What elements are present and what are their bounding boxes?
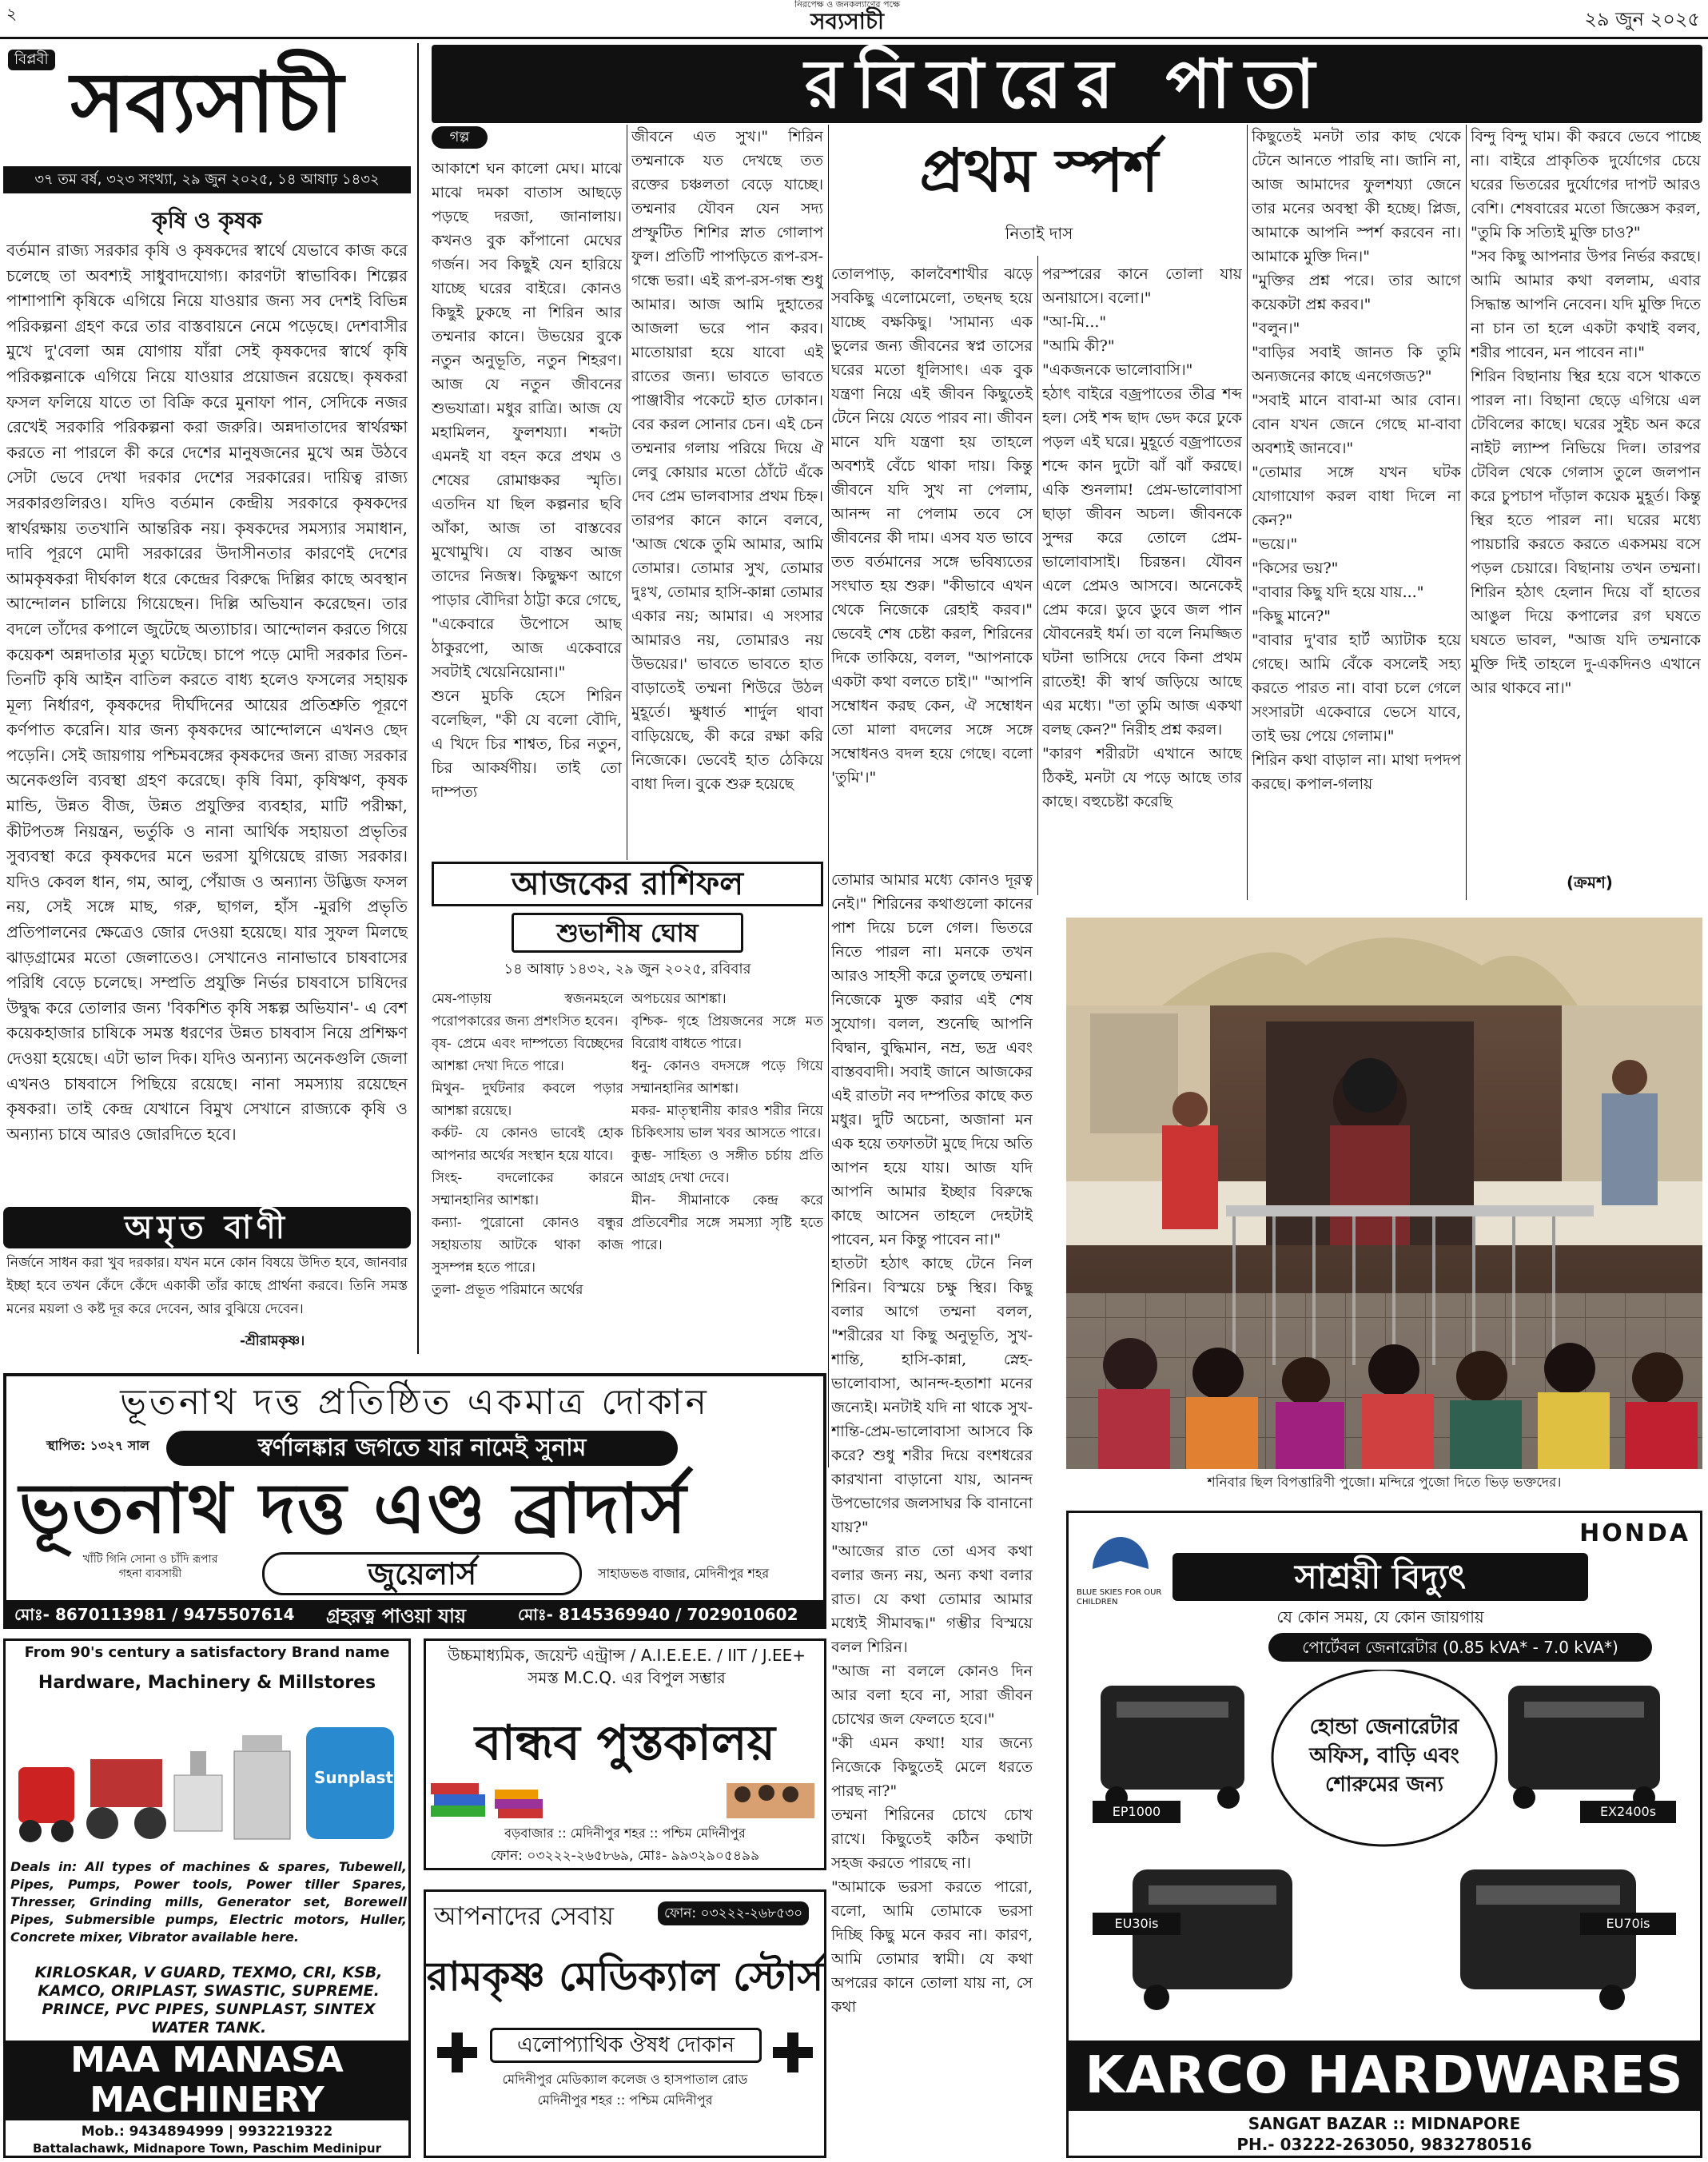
ramkrishna-service: আপনাদের সেবায় (434, 1901, 614, 1931)
bandhab-phone: ফোন: ০৩২২২-২৬৫৮৬৯, মোঃ- ৯৯৩২৯০৫৪৯৯ (490, 1848, 760, 1864)
karco-name: KARCO HARDWARES (1085, 2046, 1684, 2105)
ramkrishna-addr1: মেদিনীপুর মেডিক্যাল কলেজ ও হাসপাতাল রোড (502, 2072, 748, 2087)
story-divider-2 (828, 125, 829, 1467)
bhutnath-note: খাঁটি গিনি সোনা ও চাঁদি রূপার গহনা ব্যবসায়ী (82, 1553, 218, 1580)
left-masthead (3, 46, 411, 198)
masthead-title: সব্যসাচী (70, 54, 344, 151)
model-ex2400s: EX2400s (1580, 1801, 1676, 1823)
ramkrishna-cross-left (437, 2033, 477, 2072)
story-col-1: আকাশে ঘন কালো মেঘ। মাঝে মাঝে দমকা বাতাস আছড়ে পড়ছে দরজা, জানালায়। কখনও বুক কাঁপানো মেঘের গর্জন। সব কিছুই যেন হারিয়ে যাচ্ছে ঘরের বাইরে। কোনও কিছুই ঢুকছে না শিরিন আর তম্মনার কানে। উভয়ের বুকে নতুন অনুভূতি, নতুন শিহরণ। আজ যে নতুন জীবনের শুভযাত্রা। মধুর রাত্রি। আজ যে মহামিলন, ফুলশয্যা। শব্দটা এমনই যা বহন করে প্রথম ও শেষের রোমাঞ্চকর স্মৃতি। এতদিন যা ছিল কল্পনার ছবি আঁকা, আজ তা বাস্তবের মুখোমুখি। যে বাস্তব আজ তাদের নিজস্ব। কিছুক্ষণ আগে পাড়ার বৌদিরা ঠাট্টা করে গেছে, "একেবারে উপোসে আছ ঠাকুরপো, আজ একেবারে সবটাই খেয়েনিয়োনা।" শুনে মুচকি হেসে শিরিন বলেছিল, "কী যে বলো বৌদি, এ খিদে চির শাশ্বত, চির নতুন, চির আকর্ষণীয়। তাই তো দাম্পত্য (432, 160, 622, 801)
bhutnath-jewellers-box (262, 1552, 582, 1595)
amrita-heading: অমৃত বাণী (124, 1209, 290, 1246)
honda-tag: BLUE SKIES FOR OUR CHILDREN (1077, 1588, 1162, 1607)
story-col-3: তোলপাড়, কালবৈশাখীর ঝড়ে সবকিছু এলোমেলো, তছনছ হয়ে যাচ্ছে বক্ষকিছু। 'সামান্য এক ভুলের জন্য জীবনের স্বপ্ন তাসের ঘরের মতো ধূলিসাৎ। এক বুক যন্ত্রণা নিয়ে এই জীবন কিছুতেই টেনে নিয়ে যেতে পারব না। জীবন মানে যদি যন্ত্রণা হয় তাহলে অবশ্যই বেঁচে থাকা দায়। কিন্তু জীবনে যদি সুখ না পেলাম, আনন্দ না পেলাম তবে সে জীবনের কী দাম। এসব যত ভাবে তত বর্তমানের সঙ্গে ভবিষ্যতের সংঘাত হয় শুরু। "কীভাবে এখন থেকে নিজেকে রেহাই করব।" ভেবেই শেষ চেষ্টা করল, শিরিনের দিকে তাকিয়ে, বলল, "আপনাকে একটা কথা বলতে চাই।" "আপনি সম্বোধন করছ কেন, ঐ সম্বোধন তো মালা বদলের সঙ্গে সঙ্গে সম্বোধনও বদল হয়ে গেছে। বলো 'তুমি'।" (831, 265, 1033, 786)
editorial-body: বর্তমান রাজ্য সরকার কৃষি ও কৃষকদের স্বার্থে যেভাবে কাজ করে চলেছে তা অবশ্যই সাধুবাদযোগ্য। কারণটা স্বাভাবিক। শিল্পের পাশাপাশি কৃষিকে এগিয়ে নিয়ে যাওয়ার জন্য সব দেশই বিভিন্ন পরিকল্পনা গ্রহণ করে তার বাস্তবায়নে নেমে পড়েছে। দেশবাসীর মুখে দু'বেলা অন্ন যোগায় যাঁরা সেই কৃষকদের স্বার্থে কৃষি পরিকল্পনাকে এগিয়ে নিয়ে যাওয়ার প্রয়োজন রয়েছে। কৃষকরা ফসল ফলিয়ে যাতে তা বিক্রি করে মুনাফা পান, সেদিকে নজর রেখেই সরকারি পরিকল্পনা করা জরুরি। অন্নদাতাদের স্বার্থরক্ষা করতে না পারলে কী করে দেশের মানুষজনের মুখে অন্ন উঠবে সেটা ভেবে দেখা দরকার দেশের সরকারের। দায়িত্ব রাজ্য সরকারগুলিরও। যদিও বর্তমান কেন্দ্রীয় সরকারে কৃষকদের স্বার্থরক্ষায় ততখানি আন্তরিক নয়। কৃষকদের সমস্যার সমাধান, দাবি পূরণে মোদী সরকারের উদাসীনতার কারণেই দেশের আমকৃষকরা দীর্ঘকাল ধরে কেন্দ্রের বিরুদ্ধে দিল্লির কাছে অবস্থান আন্দোলন চালিয়ে গিয়েছেন। দিল্লি অভিযান করেছেন। তার বদলে তাঁদের কপালে জুটেছে অত্যাচার। আন্দোলন করতে গিয়ে কয়েকশ অন্নদাতার মৃত্যু ঘটেছে। চাপে পড়ে মোদী সরকার তিন-তিনটি কৃষি আইন বাতিল করতে বাধ্য হলেও ফসলের সহায়ক মূল্য নির্ধারণ, কৃষকদের দীর্ঘদিনের আয়ের প্রতিশ্রুতি পূরণে কর্ণপাত করেনি। যার জন্য কৃষকদের আন্দোলনে এখনও ছেদ পড়েনি। সেই জায়গায় পশ্চিমবঙ্গের কৃষকদের জন্য রাজ্য সরকার অনেকগুলি ব্যবস্থা গ্রহণ করেছে। কৃষি বিমা, কৃষিঋণ, কৃষক মান্ডি, উন্নত বীজ, উন্নত প্রযুক্তির ব্যবহার, মাটি পরীক্ষা, কীটপতঙ্গ নিয়ন্ত্রন, ভর্তুকি ও নানা আর্থিক সহায়তা প্রভৃতির সুব্যবস্থা করে কৃষকদের মনে ভরসা যুগিয়েছে রাজ্য সরকার। যদিও কেবল ধান, গম, আলু, পেঁয়াজ ও অন্যান্য উদ্ভিজ ফসল নয়, সেই সঙ্গে মাছ, গরু, ছাগল, হাঁস -মুরগি প্রভৃতি প্রতিপালনের ক্ষেত্রেও জোর দেওয়া হয়েছে। যার সুফল মিলছে ঝাড়গ্রামের মতো জেলাতেও। সেখানেও নানাভাবে চাষবাসের পরিধি বেড়ে চলেছে। সম্প্রতি প্রযুক্তি নির্ভর চাষবাসে চাষিদের উদ্বুদ্ধ করে তোলার জন্য 'বিকশিত কৃষি সঙ্কল্প অভিযান'- এ বেশ কয়েকহাজার চাষিকে সমস্ত ধরণের উন্নত চাষবাস নিয়ে প্রশিক্ষণ দেওয়া হয়েছে। এটা ভাল দিক। যদিও অন্যান্য অনেকগুলি জেলা এখনও চাষবাসে পিছিয়ে রয়েছে। নানা সমস্যায় রয়েছেন কৃষকরা। তাই কেন্দ্র যেখানে বিমুখ সেখানে রাজ্যকে কৃষি ও অন্যান্য চাষে আরও জোরদিতে হবে। (6, 241, 408, 1144)
story-col-5: কিছুতেই মনটা তার কাছ থেকে টেনে আনতে পারছি না। জানি না, আজ আমাদের ফুলশয্যা জেনে তার মনের অবস্থা কী হচ্ছে। প্লিজ, আমাকে আপনি স্পর্শ করবেন না। আমাকে মুক্তি দিন।" "মুক্তির প্রশ্ন পরে। তার আগে কয়েকটা প্রশ্ন করব।" "বলুন।" "বাড়ির সবাই জানত কি তুমি অন্যজনের কাছে এনগেজড?" "সবাই মানে বাবা-মা আর বোন। বোন যখন জেনে গেছে মা-বাবা অবশ্যই জানবে।" "তোমার সঙ্গে যখন ঘটক যোগাযোগ করল বাধা দিলে না কেন?" "ভয়ে।" "কিসের ভয়?" "বাবার কিছু যদি হয়ে যায়..." "কিছু মানে?" "বাবার দু'বার হার্ট অ্যাটাক হয়ে গেছে। আমি বেঁকে বসলেই সহ্য করতে পারত না। বাবা চলে গেলে সংসারটা একেবারে ভেসে যাবে, তাই ভয় পেয়ে গেলাম।" শিরিন কথা বাড়াল না। মাথা দপদপ করছে। কপাল-গলায় (1252, 128, 1461, 793)
story-divider-4 (1247, 125, 1248, 900)
maa-name1: MAA MANASA (70, 2040, 344, 2080)
maa-name2: MACHINERY (90, 2080, 324, 2120)
rashifal-date: ১৪ আষাঢ় ১৪৩২, ২৯ জুন ২০২৫, রবিবার (504, 961, 751, 977)
rashifal-author-box (512, 913, 743, 953)
amrita-attribution: -শ্রীরামকৃষ্ণ। (240, 1333, 305, 1349)
story-tag: গল্প (432, 126, 488, 149)
honda-wing-icon (1085, 1529, 1157, 1585)
maa-address: Battalachawk, Midnapore Town, Paschim Medinipur (33, 2141, 381, 2156)
karco-title: সাশ্রয়ী বিদ্যুৎ (1295, 1557, 1466, 1596)
header-rule (0, 37, 1708, 39)
bhutnath-jewellers: জুয়েলার্স (367, 1556, 477, 1591)
story-col-2: জীবনে এত সুখ।" শিরিন তম্মনাকে যত দেখছে তত রক্তের চঞ্চলতা বেড়ে যাচ্ছে। তম্মনার যৌবন যেন সদ্য প্রস্ফুটিত শিশির স্নাত গোলাপ ফুল। প্রতিটি পাপড়িতে রূপ-রস-গন্ধে ভরা। এই রূপ-রস-গন্ধ শুধু আমার। আজ আমি দুহাতের আজলা ভরে পান করব। মাতোয়ারা হয়ে যাবো এই রাতের জন্য। ভাবতে ভাবতে পাঞ্জাবীর পকেটে হাত ঢোকান। বের করল সোনার চেন। এই চেন তম্মনার গলায় পরিয়ে দিয়ে ঐ লেবু কোয়ার মতো ঠোঁটে এঁকে দেব প্রেম ভালবাসার প্রথম চিহ্ন। তারপর কানে কানে বলবে, 'আজ থেকে তুমি আমার, আমি তোমার। তোমার সুখ, তোমার দুঃখ, তোমার হাসি-কান্না তোমার একার নয়; আমার। এ সংসার আমারও নয়, তোমারও নয় উভয়ের।' ভাবতে ভাবতে হাত বাড়াতেই তম্মনা শিউরে উঠল মুহূর্তে। ক্ষুধার্ত শার্দুল থাবা বাড়িয়েছে, কী করে রক্ষা করি নিজেকে। ভেবেই হাত ঠেকিয়ে বাধা দিল। বুকে শুরু হয়েছে (631, 128, 823, 793)
editorial-heading: কৃষি ও কৃষক (152, 207, 262, 233)
maa-product-label: Sunplast (314, 1768, 394, 1787)
honda-brand: HONDA (1579, 1519, 1690, 1547)
masthead-tag: বিপ্লবী (8, 50, 55, 70)
maa-products-image (10, 1703, 404, 1855)
story-col-3b: তোমার আমার মধ্যে কোনও দূরত্ব নেই।" শিরিনের কথাগুলো কানের পাশ দিয়ে চলে গেল। ভিতরে নিতে পারল না। মনকে তখন আরও সাহসী করে তুলছে তম্মনা। নিজেকে মুক্ত করার এই শেষ সুযোগ। বলল, শুনেছি আপনি বিদ্বান, বুদ্ধিমান, নম্র, ভদ্র এবং বাস্তববাদী। সবাই জানে আজকের এই রাতটা নব দম্পতির কাছে কত মধুর। দুটি অচেনা, অজানা মন এক হয়ে তফাতটা মুছে দিয়ে অতি আপন হয়ে যায়। আজ যদি আপনি আমার ইচ্ছার বিরুদ্ধে কাছে আসেন তাহলে দেহটাই পাবেন, মন কিন্তু পাবেন না।" হাতটা হঠাৎ কাছে টেনে নিল শিরিন। বিস্ময়ে চক্ষু স্থির। কিছু বলার আগে তম্মনা বলল, "শরীরের যা কিছু অনুভূতি, সুখ-শান্তি, হাসি-কান্না, স্নেহ-ভালোবাসা, আনন্দ-হতাশা মনের জন্যেই। মনটাই যদি না থাকে সুখ-শান্তি-প্রেম-ভালোবাসা আসবে কি করে? শুধু শরীর দিয়ে বংশধরের কারখানা বাড়ানো যায়, আনন্দ উপভোগের জলসাঘর কি বানানো যায়?" "আজের রাত তো এসব কথা বলার জন্য নয়, অন্য কথা বলার রাত। যে কথা তোমার আমার মধ্যেই সীমাবদ্ধ।" গম্ভীর বিস্ময়ে বলল শিরিন। "আজ না বললে কোনও দিন আর বলা হবে না, সারা জীবন চোখের জল ফেলতে হবে।" "কী এমন কথা! যার জন্যে নিজেকে কিছুতেই মেলে ধরতে পারছ না?" তম্মনা শিরিনের চোখে চোখ রাখে। কিছুতেই কঠিন কথাটা সহজ করতে পারছে না। "আমাকে ভরসা করতে পারো, বলো, আমি তোমাকে ভরসা দিচ্ছি কিছু মনে করব না। কারণ, আমি তোমার স্বামী। যে কথা অপরের কানে তোলা যায় না, সে কথা (831, 871, 1033, 2016)
masthead-small-title: সব্যসাচী (810, 8, 884, 34)
rashifal-right: অপচয়ের আশঙ্কা। বৃশ্চিক- গৃহে প্রিয়জনের সঙ্গে মত বিরোধ বাধতে পারে। ধনু- কোনও বদসঙ্গে পড়ে গিয়ে সম্মানহানির আশঙ্কা। মকর- মাতৃস্থানীয় কারও শরীর নিয়ে চিকিৎসায় ভাল খবর আসতে পারে। কুম্ভ- সাহিত্য ও সঙ্গীত চর্চায় প্রতি আগ্রহ দেখা দেবে। মীন- সীমানাকে কেন্দ্র করে প্রতিবেশীর সঙ্গে সমস্যা সৃষ্টি হতে পারে। (631, 991, 823, 1253)
ramkrishna-type: এলোপ্যাথিক ঔষধ দোকান (516, 2033, 735, 2057)
ramkrishna-type-box (490, 2028, 762, 2063)
maa-name-bar (6, 2041, 408, 2120)
story-col-6: বিন্দু বিন্দু ঘাম। কী করবে ভেবে পাচ্ছে না। বাইরে প্রাকৃতিক দুর্যোগের চেয়ে ঘরের ভিতরের দুর্যোগের দাপট আরও বেশি। শেষবারের মতো জিজ্ঞেস করল, "তুমি কি সত্যিই মুক্তি চাও?" "সব কিছু আপনার উপর নির্ভর করছে। আমি আমার কথা বললাম, এবার সিদ্ধান্ত আপনি নেবেন। যদি মুক্তি দিতে না চান তা হলে একটা কথাই বলব, শরীর পাবেন, মন পাবেন না।" শিরিন বিছানায় স্থির হয়ে বসে থাকতে পারল না। বিছানা ছেড়ে এগিয়ে এল টেবিলের কাছে। ঘরের সুইচ অন করে নাইট ল্যাম্প নিভিয়ে দিল। তারপর টেবিল থেকে গেলাস তুলে জলপান করে চুপচাপ দাঁড়াল কয়েক মুহূর্ত। কিন্তু স্থির হতে পারল না। ঘরের মধ্যে পায়চারি করতে করতে একসময় বসে পড়ল চেয়ারে। বিছানায় তখন তম্মনা। শিরিন হঠাৎ হেলান দিয়ে বাঁ হাতের আঙুল দিয়ে কপালের রগ ঘষতে ঘষতে ভাবল, "আজ যদি তম্মনাকে মুক্তি দিই তাহলে দু-একদিনও এখানে আর থাকবে না।" (1471, 128, 1701, 697)
photo-caption: শনিবার ছিল বিপত্তারিণী পুজো। মন্দিরে পুজো দিতে ভিড় ভক্তদের। (1207, 1475, 1562, 1491)
ad-ramkrishna (424, 1889, 826, 2158)
story-divider-3 (1037, 256, 1038, 895)
bhutnath-mobile2: মোঃ- 8145369940 / 7029010602 (518, 1605, 798, 1624)
story-title: প্রথম স্পর্শ (919, 137, 1159, 205)
ramkrishna-addr2: মেদিনীপুর শহর :: পশ্চিম মেদিনীপুর (537, 2092, 713, 2108)
maa-tagline: From 90's century a satisfactory Brand name (24, 1644, 390, 1661)
story-continued: (ক্রমশ) (1567, 873, 1613, 892)
ad-karco (1066, 1511, 1702, 2158)
maa-category: Hardware, Machinery & Millstores (38, 1673, 376, 1693)
bhutnath-name: ভূতনাথ দত্ত এণ্ড ব্রাদার্স (19, 1469, 688, 1549)
bandhab-books-image (431, 1775, 819, 1820)
bandhab-top: উচ্চমাধ্যমিক, জয়েন্ট এন্ট্রান্স / A.I.E.E.E. / IIT / J.EE+ সমস্ত M.C.Q. এর বিপুল সম্ভার (447, 1646, 806, 1687)
ad-bandhab (424, 1638, 826, 1870)
ad-maa-manasa (3, 1638, 411, 2158)
model-ep1000: EP1000 (1093, 1801, 1180, 1823)
issue-line: ৩৭ তম বর্ষ, ৩২৩ সংখ্যা, ২৯ জুন ২০২৫, ১৪ আষাঢ় ১৪৩২ (3, 166, 411, 193)
ad-bhutnath (3, 1373, 826, 1629)
bhutnath-address: সাহাডভঙ বাজার, মেদিনীপুর শহর (598, 1566, 770, 1581)
story-author: নিতাই দাস (1005, 224, 1073, 243)
karco-center-text: হোন্ডা জেনারেটার অফিস, বাড়ি এবং শোরুমের জন্য (1309, 1715, 1459, 1797)
maa-deals: Deals in: All types of machines & spares, Tubewell, Pipes, Pumps, Power tools, Power tiller Spares, Thresser, Grinding mills, Generator set, Borewell Pipes, Submersible pumps, Electric motors, Huller, Concrete mixer, Vibrator available here. (10, 1859, 407, 1945)
rashifal-author: শুভাশীষ ঘোষ (556, 918, 699, 948)
bhutnath-gems: গ্রহরত্ন পাওয়া যায় (326, 1605, 467, 1627)
amrita-body: নির্জনে সাধন করা খুব দরকার। যখন মনে কোন বিষয়ে উদিত হবে, জানবার ইচ্ছা হবে তখন কেঁদে কেঁদে একাকী তাঁর কাছে প্রার্থনা করবে। তিনি সমস্ত মনের ময়লা ও কষ্ট দূর করে দেবেন, আর বুঝিয়ে দেবেন। (6, 1255, 408, 1317)
ramkrishna-name: রামকৃষ্ণ মেডিক্যাল স্টোর্স (426, 1953, 824, 2000)
ramkrishna-cross-right (773, 2033, 813, 2072)
karco-range: পোর্টেবল জেনারেটার (0.85 kVA* - 7.0 kVA*) (1268, 1633, 1652, 1662)
story-col-4: পরস্পরের কানে তোলা যায় অনায়াসে। বলো।" "আ-মি..." "আমি কী?" "একজনকে ভালোবাসি।" হঠাৎ বাইরে বজ্রপাতের তীব্র শব্দ হল। সেই শব্দ ছাদ ভেদ করে ঢুকে পড়ল এই ঘরে। মুহূর্তে বজ্রপাতের শব্দে কান দুটো ঝাঁ ঝাঁ করছে। একি শুনলাম! প্রেম-ভালোবাসা ছাড়া জীবন অচল। জীবনকে সুন্দর করে তোলে প্রেম-ভালোবাসাই। চিরন্তন। যৌবন এলে প্রেমও আসবে। অনেকেই প্রেম করে। ডুবে ডুবে জল পান যৌবনেরই ধর্ম। তা বলে নিমজ্জিত ঘটনা ভাসিয়ে দেবে কিনা প্রথম রাতেই! কী স্বার্থ জড়িয়ে আছে এর মধ্যে। "তা তুমি আজ একথা বলছ কেন?" নিরীহ প্রশ্ন করল। "কারণ শরীরটা এখানে আছে ঠিকই, মনটা যে পড়ে আছে তার কাছে। বহুচেষ্টা করেছি (1042, 265, 1242, 810)
bhutnath-top: ভূতনাথ দত্ত প্রতিষ্ঠিত একমাত্র দোকান (120, 1382, 710, 1423)
banner-title: রবিবারের পাতা (804, 45, 1330, 123)
karco-name-bar (1069, 2041, 1700, 2111)
karco-subtitle: যে কোন সময়, যে কোন জায়গায় (1276, 1607, 1484, 1626)
bandhab-name: বান্ধব পুস্তকালয় (475, 1715, 775, 1771)
story-divider-5 (1466, 125, 1467, 900)
bhutnath-established: স্থাপিত: ১৩২৭ সাল (46, 1438, 149, 1453)
sunday-page-banner (432, 45, 1702, 123)
karco-title-bar (1173, 1553, 1588, 1601)
model-eu30is: EU30is (1093, 1913, 1180, 1935)
masthead-small (719, 0, 975, 35)
rashifal-heading-box (432, 862, 823, 906)
rashifal-heading: আজকের রাশিফল (511, 866, 744, 902)
page-number: ২ (6, 4, 18, 23)
bhutnath-mobile1: মোঃ- 8670113981 / 9475507614 (14, 1605, 295, 1624)
temple-photo-image (1066, 918, 1702, 1469)
maa-brands: KIRLOSKAR, V GUARD, TEXMO, CRI, KSB, KAMCO, ORIPLAST, SWASTIC, SUPREME. PRINCE, PVC PIPES, SUNPLAST, SINTEX WATER TANK. (34, 1964, 383, 2037)
bhutnath-slogan: স্বর্ণালঙ্কার জগতে যার নামেই সুনাম (166, 1431, 678, 1466)
bhutnath-footer (6, 1600, 823, 1629)
rashifal-left: মেষ-পাড়ায় স্বজনমহলে পরোপকারের জন্য প্রশংসিত হবেন। বৃষ- প্রেমে এবং দাম্পত্যে বিচ্ছেদের আশঙ্কা দেখা দিতে পারে। মিথুন- দুর্ঘটনার কবলে পড়ার আশঙ্কা রয়েছে। কর্কট- যে কোনও ভাবেই হোক আপনার অর্থের সংস্থান হয়ে যাবে। সিংহ- বদলোকের কারনে সম্মানহানির আশঙ্কা। কন্যা- পুরোনো কোনও বন্ধুর সহায়তায় আটকে থাকা কাজ সুসম্পন্ন হতে পারে। তুলা- প্রভূত পরিমানে অর্থের (432, 991, 623, 1298)
karco-phone: PH.- 03222-263050, 9832780516 (1236, 2135, 1532, 2154)
maa-mobile: Mob.: 9434894999 | 9932219322 (81, 2124, 333, 2140)
ramkrishna-phone: ফোন: ০৩২২২-২৬৮৫৩০ (658, 1901, 809, 1925)
temple-photo (1066, 918, 1702, 1469)
header-date: ২৯ জুন ২০২৫ (1584, 8, 1700, 30)
model-eu70is: EU70is (1580, 1913, 1676, 1935)
karco-address: SANGAT BAZAR :: MIDNAPORE (1248, 2114, 1521, 2133)
bandhab-address: বড়বাজার :: মেদিনীপুর শহর :: পশ্চিম মেদিনীপুর (504, 1826, 746, 1841)
amrita-heading-bar (3, 1207, 411, 1248)
left-column-divider (417, 43, 419, 1354)
masthead-small-tagline: নিরপেক্ষ ও জনকল্যাণের পক্ষে (794, 0, 900, 10)
